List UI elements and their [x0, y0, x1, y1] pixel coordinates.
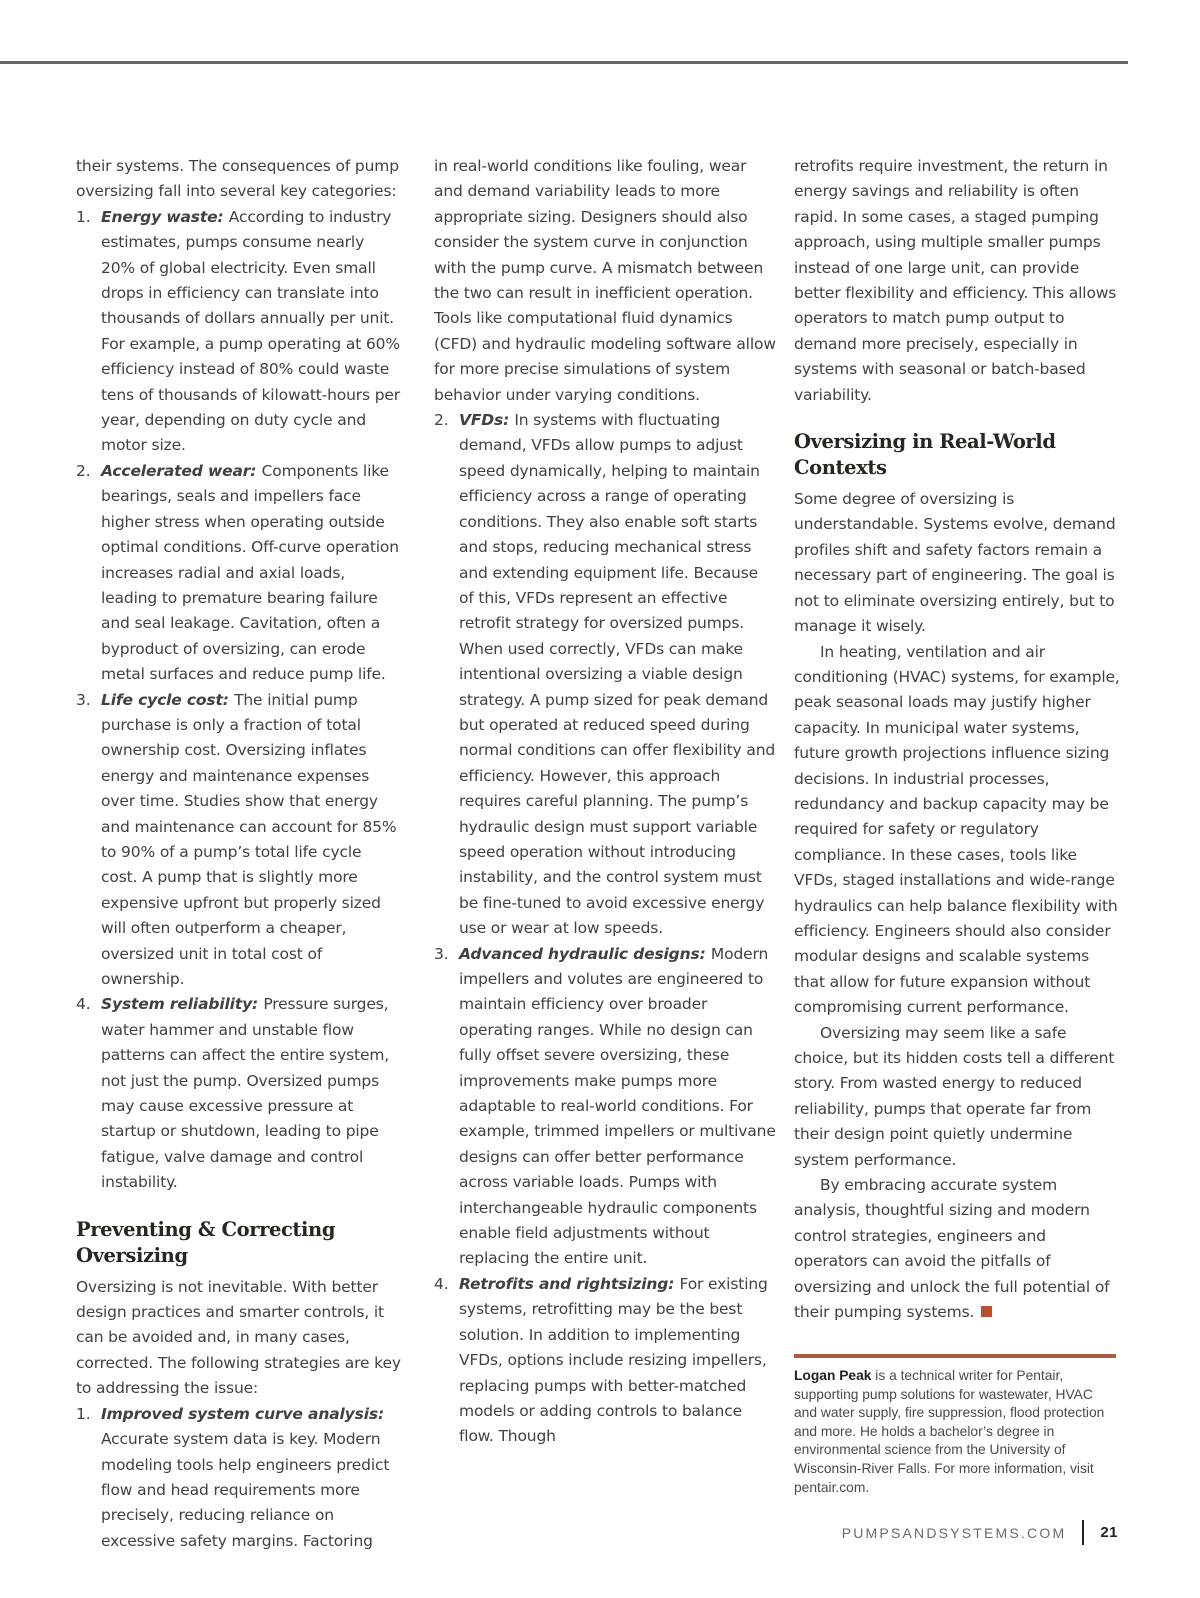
list-lead: Retrofits and rightsizing:	[459, 1274, 680, 1293]
closing-paragraph	[794, 1173, 1120, 1325]
author-name: Logan Peak	[794, 1368, 872, 1383]
list-item-life-cycle-cost	[76, 688, 402, 993]
list-body-text: According to industry estimates, pumps consume nearly 20% of global electricity. Even small drops in efficiency can translate into thousands of dollars annually per unit. For example, a pump operating at 60% efficiency instead of 80% could waste tens of thousands of kilowatt-hours per year, depending on duty cycle and motor size.	[101, 207, 401, 455]
list-lead: Life cycle cost:	[101, 690, 235, 709]
list-item-system-reliability	[76, 992, 402, 1195]
list-text	[101, 688, 402, 993]
list-lead: Accelerated wear:	[101, 461, 262, 480]
section-heading-preventing: Preventing & Correcting Oversizing	[76, 1217, 336, 1267]
list-body-text: Accurate system data is key. Modern modeling tools help engineers predict flow and head requirements more precisely, reducing reliance on excessive safety margins. Factoring	[101, 1430, 390, 1550]
list-item-advanced-hydraulic-designs	[434, 942, 776, 1272]
closing-text: By embracing accurate system analysis, thoughtful sizing and modern control strategies, engineers and operators can avoid the pitfalls of oversizing and unlock the full potential of their pumping systems.	[794, 1176, 1110, 1322]
list-text	[101, 992, 402, 1195]
list-number: 4.	[76, 995, 91, 1014]
list-text	[459, 942, 776, 1272]
continuation-paragraph: in real-world conditions like fouling, wear and demand variability leads to more appropriate sizing. Designers should also consider the system curve in conjunction with the pump curve. A mismatch between the two can result in inefficient operation. Tools like computational fluid dynamics (CFD) and hydraulic modeling software allow for more precise simulations of system behavior under varying conditions.	[434, 157, 776, 404]
page-number: 21	[1100, 1524, 1118, 1541]
bio-paragraph	[794, 1367, 1116, 1497]
list-item-accelerated-wear	[76, 459, 402, 688]
list-text	[101, 1402, 402, 1554]
list-number: 4.	[434, 1274, 449, 1293]
page-footer	[842, 1520, 1118, 1545]
intro-paragraph: their systems. The consequences of pump oversizing fall into several key categories:	[76, 157, 399, 201]
list-body-text: The initial pump purchase is only a fraction of total ownership cost. Oversizing inflates energy and maintenance expenses over time. Studies show that energy and maintenance can account for 85% to 90% of a pump’s total life cycle cost. A pump that is slightly more expensive upfront but properly sized will often outperform a cheaper, oversized unit in total cost of ownership.	[101, 690, 397, 988]
list-body-text: For existing systems, retrofitting may be the best solution. In addition to implementing VFDs, options include resizing impellers, replacing pumps with better-matched models or adding controls to balance flow. Though	[459, 1274, 768, 1446]
list-item-vfds	[434, 408, 776, 942]
column-3	[794, 154, 1120, 1325]
section-paragraph: Oversizing is not inevitable. With better design practices and smarter controls, it can be avoided and, in many cases, corrected. The following strategies are key to addressing the issue:	[76, 1277, 401, 1398]
list-lead: Advanced hydraulic designs:	[459, 944, 711, 963]
footer-divider	[1082, 1520, 1084, 1545]
bio-divider-rule	[794, 1354, 1116, 1358]
list-text	[101, 205, 402, 459]
list-item-retrofits-rightsizing	[434, 1272, 776, 1450]
column-1	[76, 154, 402, 1554]
section-paragraph: In heating, ventilation and air conditioning (HVAC) systems, for example, peak seasonal loads may justify higher capacity. In municipal water systems, future growth projections influence sizing decisions. In industrial processes, redundancy and backup capacity may be required for safety or regulatory compliance. In these cases, tools like VFDs, staged installations and wide-range hydraulics can help balance flexibility with efficiency. Engineers should also consider modular designs and scalable systems that allow for future expansion without compromising current performance.	[794, 642, 1120, 1017]
end-of-article-mark	[981, 1306, 992, 1317]
list-number: 3.	[76, 690, 91, 709]
section-paragraph: Some degree of oversizing is understandable. Systems evolve, demand profiles shift and safety factors remain a necessary part of engineering. The goal is not to eliminate oversizing entirely, but to manage it wisely.	[794, 490, 1116, 636]
list-text	[459, 408, 776, 942]
continuation-paragraph: retrofits require investment, the return in energy savings and reliability is often rapid. In some cases, a staged pumping approach, using multiple smaller pumps instead of one large unit, can provide better flexibility and efficiency. This allows operators to match pump output to demand more precisely, especially in systems with seasonal or batch-based variability.	[794, 157, 1117, 404]
list-number: 3.	[434, 944, 449, 963]
bio-body-text: is a technical writer for Pentair, supporting pump solutions for wastewater, HVAC and water supply, fire suppression, flood protection and more. He holds a bachelor’s degree in environmental science from the University of Wisconsin-River Falls. For more information, visit pentair.com.	[794, 1368, 1105, 1495]
list-item-energy-waste	[76, 205, 402, 459]
list-body-text: In systems with fluctuating demand, VFDs allow pumps to adjust speed dynamically, helping to maintain efficiency across a range of operating conditions. They also enable soft starts and stops, reducing mechanical stress and extending equipment life. Because of this, VFDs represent an effective retrofit strategy for oversized pumps. When used correctly, VFDs can make intentional oversizing a viable design strategy. A pump sized for peak demand but operated at reduced speed during normal conditions can offer flexibility and efficiency. However, this approach requires careful planning. The pump’s hydraulic design must support variable speed operation without introducing instability, and the control system must be fine-tuned to avoid excessive energy use or wear at low speeds.	[459, 411, 776, 938]
list-body-text: Pressure surges, water hammer and unstable flow patterns can affect the entire system, not just the pump. Oversized pumps may cause excessive pressure at startup or shutdown, leading to pipe fatigue, valve damage and control instability.	[101, 995, 390, 1192]
list-lead: VFDs:	[459, 411, 515, 430]
section-paragraph: Oversizing may seem like a safe choice, but its hidden costs tell a different story. From wasted energy to reduced reliability, pumps that operate far from their design point quietly undermine system performance.	[794, 1023, 1115, 1169]
list-item-system-curve-analysis	[76, 1402, 402, 1554]
site-url: PUMPSANDSYSTEMS.COM	[841, 1524, 1067, 1541]
list-text	[459, 1272, 776, 1450]
list-number: 2.	[434, 411, 449, 430]
author-bio	[794, 1354, 1116, 1497]
list-text	[101, 459, 402, 688]
list-lead: Improved system curve analysis:	[101, 1404, 385, 1423]
column-2	[434, 154, 776, 1450]
list-number: 2.	[76, 461, 91, 480]
list-number: 1.	[76, 1404, 91, 1423]
list-lead: System reliability:	[101, 995, 264, 1014]
top-rule	[0, 61, 1128, 64]
list-body-text: Modern impellers and volutes are engineered to maintain efficiency over broader operating ranges. While no design can fully offset severe oversizing, these improvements make pumps more adaptable to real-world conditions. For example, trimmed impellers or multivane designs can offer better performance across variable loads. Pumps with interchangeable hydraulic components enable field adjustments without replacing the entire unit.	[459, 944, 776, 1268]
list-number: 1.	[76, 207, 91, 226]
section-heading-real-world: Oversizing in Real-World Contexts	[794, 430, 1056, 480]
list-body-text: Components like bearings, seals and impellers face higher stress when operating outside optimal conditions. Off-curve operation increases radial and axial loads, leading to premature bearing failure and seal leakage. Cavitation, often a byproduct of oversizing, can erode metal surfaces and reduce pump life.	[101, 461, 399, 684]
list-lead: Energy waste:	[101, 207, 229, 226]
